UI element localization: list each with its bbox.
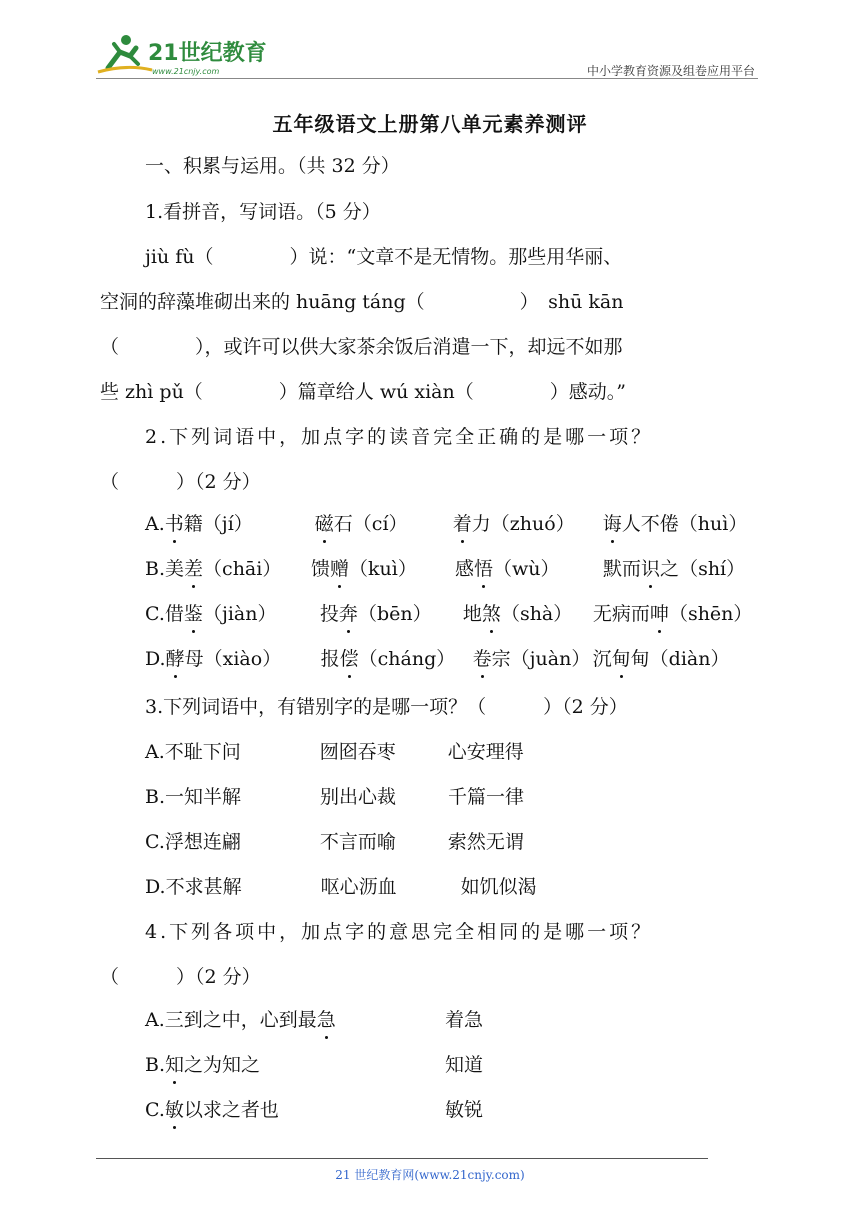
option-item: 无病而呻（shēn）	[593, 603, 753, 625]
option-item: 地煞（shà）	[463, 600, 593, 628]
svg-text:21世纪教育: 21世纪教育	[148, 41, 266, 66]
option-item: 美差（chāi）	[165, 555, 311, 583]
option-meaning: 敏锐	[445, 1099, 484, 1121]
option-letter: A.	[145, 513, 165, 535]
option-item: 报偿（cháng）	[321, 645, 473, 673]
page-title: 五年级语文上册第八单元素养测评	[272, 112, 588, 136]
option-sentence: A.三到之中，心到最急	[145, 1006, 445, 1034]
option-item: 酵母（xiào）	[166, 645, 321, 673]
option-item: 着力（zhuó）	[453, 510, 603, 538]
option-letter: C.	[145, 603, 165, 625]
option-meaning: 知道	[445, 1054, 484, 1076]
option-word: 别出心裁	[320, 786, 397, 808]
footer-link[interactable]: 21 世纪教育网(www.21cnjy.com)	[335, 1168, 525, 1182]
option-word: 浮想连翩	[164, 831, 241, 853]
question-3-stem: 3.下列词语中，有错别字的是哪一项？（ ）（2 分）	[145, 696, 628, 718]
option-word: 不耻下问	[164, 741, 241, 763]
q3-option-d	[145, 873, 537, 901]
question-1-line-2: 空洞的辞藻堆砌出来的 huāng táng（ ） shū kān	[100, 291, 624, 313]
q4-option-b	[145, 1051, 483, 1079]
option-item: 感悟（wù）	[455, 555, 603, 583]
q2-option-d	[145, 645, 729, 673]
option-meaning: 着急	[445, 1009, 484, 1031]
option-letter: D.	[145, 648, 166, 670]
option-word: 索然无谓	[447, 831, 524, 853]
section-heading: 一、积累与运用。（共 32 分）	[145, 155, 400, 177]
question-2-bracket: （ ）（2 分）	[100, 471, 261, 493]
svg-text:www.21cnjy.com: www.21cnjy.com	[152, 67, 220, 76]
question-1-stem: 1.看拼音，写词语。（5 分）	[145, 201, 381, 223]
option-item: 书籍（jí）	[165, 510, 315, 538]
option-word: 如饥似渴	[460, 876, 537, 898]
option-word: 一知半解	[165, 786, 242, 808]
option-word: 呕心沥血	[320, 876, 397, 898]
question-4-stem: 4.下列各项中，加点字的意思完全相同的是哪一项？	[145, 921, 654, 943]
q3-option-c	[145, 828, 524, 856]
option-item: 卷宗（juàn）	[473, 645, 593, 673]
option-sentence: C.敏以求之者也	[145, 1096, 445, 1124]
option-item: 馈赠（kuì）	[311, 555, 455, 583]
option-item: 磁石（cí）	[315, 510, 453, 538]
question-2-stem: 2.下列词语中，加点字的读音完全正确的是哪一项？	[145, 426, 654, 448]
option-letter: A.	[145, 741, 165, 763]
q4-option-a	[145, 1006, 483, 1034]
option-letter: C.	[145, 831, 165, 853]
option-item: 借鉴（jiàn）	[165, 600, 320, 628]
header-platform-text: 中小学教育资源及组卷应用平台	[586, 64, 755, 78]
site-logo	[96, 30, 266, 80]
q2-option-a	[145, 510, 747, 538]
option-word: 心安理得	[447, 741, 524, 763]
q3-option-b	[145, 783, 524, 811]
question-1-line-4: 些 zhì pǔ（ ）篇章给人 wú xiàn（ ）感动。”	[100, 381, 626, 403]
q3-option-a	[145, 738, 524, 766]
question-4-bracket: （ ）（2 分）	[100, 966, 261, 988]
option-item: 投奔（bēn）	[320, 600, 463, 628]
option-word: 不求甚解	[165, 876, 242, 898]
option-item: 沉甸甸（diàn）	[593, 648, 730, 670]
footer-divider	[96, 1158, 708, 1159]
option-letter: D.	[145, 876, 166, 898]
runner-logo-icon	[96, 30, 266, 80]
header-divider	[96, 78, 758, 79]
option-item: 诲人不倦（huì）	[603, 513, 748, 535]
option-letter: B.	[145, 786, 166, 808]
option-word: 千篇一律	[448, 786, 525, 808]
option-word: 不言而喻	[319, 831, 396, 853]
question-1-line-3: （ ），或许可以供大家茶余饭后消遣一下，却远不如那	[100, 336, 623, 358]
option-sentence: B.知之为知之	[145, 1051, 445, 1079]
question-1-line-1: jiù fù（ ）说：“文章不是无情物。那些用华丽、	[145, 246, 623, 268]
q2-option-b	[145, 555, 745, 583]
option-letter: B.	[145, 558, 166, 580]
option-word: 囫囵吞枣	[319, 741, 396, 763]
option-item: 默而识之（shí）	[603, 558, 745, 580]
q4-option-c	[145, 1096, 483, 1124]
q2-option-c	[145, 600, 752, 628]
